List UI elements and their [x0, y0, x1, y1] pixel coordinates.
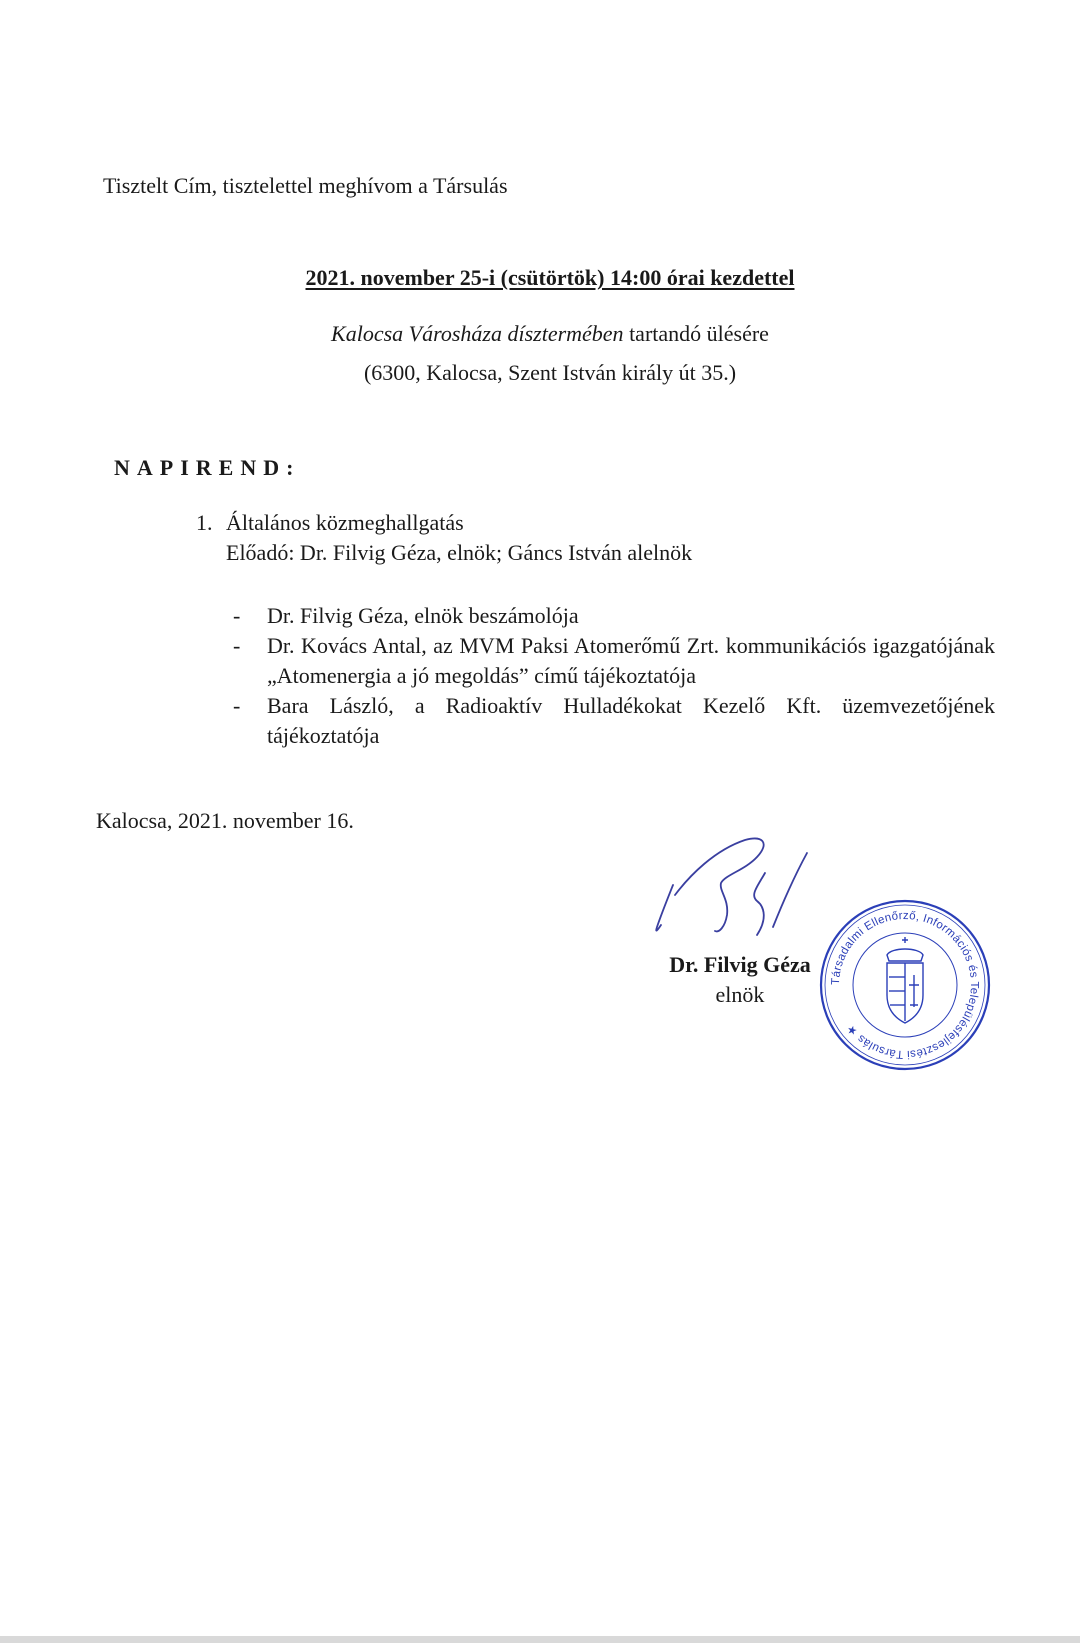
meeting-venue: Kalocsa Városháza dísztermében [331, 321, 624, 346]
bullet-marker: - [233, 633, 241, 658]
list-item [230, 631, 995, 691]
bullet-text: Dr. Kovács Antal, az MVM Paksi Atomerőmű Zrt. kommunikációs igazgatójának „Atomenergia a jó megoldás” című tájékoztatója [267, 633, 995, 688]
signer-name: Dr. Filvig Géza [669, 952, 811, 977]
meeting-location-rest: tartandó ülésére [623, 321, 769, 346]
bullet-text: Dr. Filvig Géza, elnök beszámolója [267, 603, 579, 628]
place-date: Kalocsa, 2021. november 16. [96, 808, 354, 833]
greeting-text: Tisztelt Cím, tisztelettel meghívom a Társulás [103, 173, 508, 198]
bullet-marker: - [233, 603, 241, 628]
svg-text:Társadalmi Ellenőrző, Informác: Társadalmi Ellenőrző, Információs és Településfejlesztési Társulás ★ [829, 909, 981, 1061]
agenda-item-title: Általános közmeghallgatás [226, 510, 464, 535]
meeting-datetime: 2021. november 25-i (csütörtök) 14:00 órai kezdettel [305, 265, 795, 290]
list-item [230, 691, 995, 751]
signer-role: elnök [715, 982, 765, 1007]
agenda-item-number: 1. [196, 510, 213, 535]
meeting-address: (6300, Kalocsa, Szent István király út 35.) [363, 360, 737, 385]
agenda-item-presenter: Előadó: Dr. Filvig Géza, elnök; Gáncs István alelnök [226, 540, 693, 565]
bullet-marker: - [233, 693, 241, 718]
meeting-location [0, 320, 1080, 348]
agenda-bullet-list [230, 601, 995, 751]
agenda-title: NAPIREND: [114, 455, 301, 480]
agenda-item [196, 508, 692, 568]
official-stamp [815, 895, 995, 1075]
bullet-text: Bara László, a Radioaktív Hulladékokat Kezelő Kft. üzemvezetőjének tájékoztatója [267, 693, 995, 748]
page-bottom-edge [0, 1636, 1080, 1643]
list-item [230, 601, 995, 631]
